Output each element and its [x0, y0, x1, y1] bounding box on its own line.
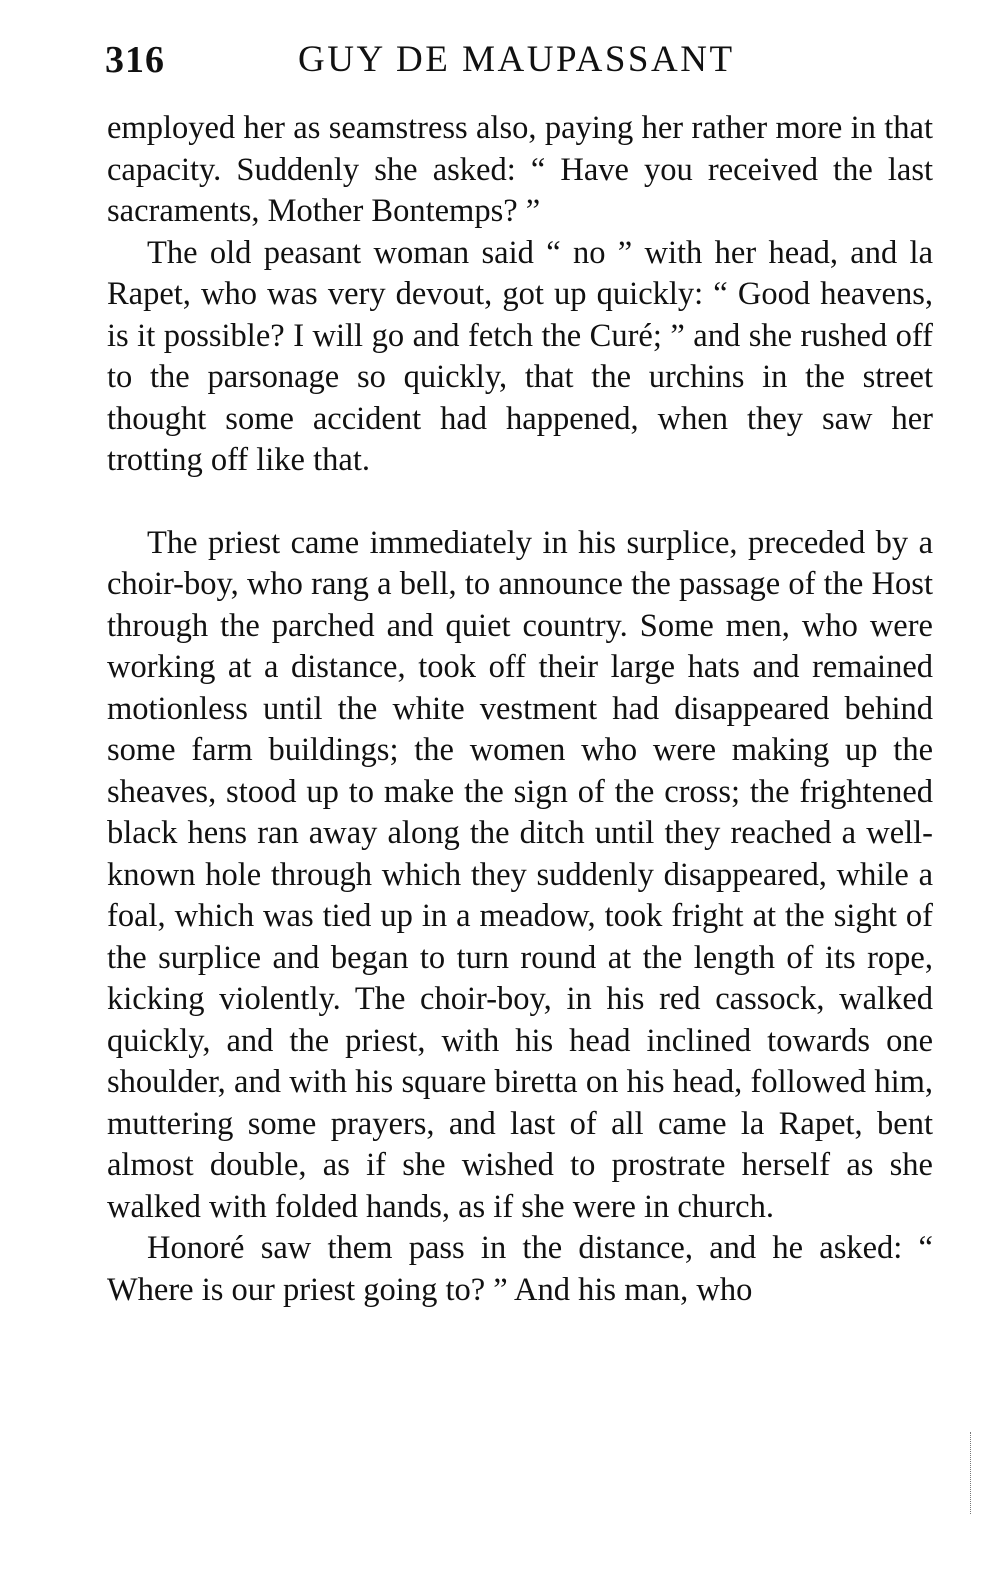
page-number: 316	[105, 39, 165, 81]
paragraph-honore: Honoré saw them pass in the distance, and he asked: “ Where is our priest going to? ” And his man, who	[107, 1230, 933, 1308]
margin-rule	[970, 1432, 971, 1514]
paragraph-continuation: employed her as seamstress also, paying her rather more in that capacity. Suddenly she asked: “ Have you received the last sacraments, Mother Bontemps? ”	[107, 110, 933, 229]
running-head: GUY DE MAUPASSANT	[298, 39, 735, 80]
paragraph-peasant-woman: The old peasant woman said “ no ” with her head, and la Rapet, who was very devout, got up quickly: “ Good heavens, is it possible? I will go and fetch the Curé; ” and she rushed off to the parsonage so quickly, that the urchins in the street thought some accident had happened, when they saw her trotting off like that.	[107, 234, 933, 478]
body-text	[107, 108, 933, 1311]
paragraph-priest-procession: The priest came immediately in his surplice, preceded by a choir-boy, who rang a bell, to announce the passage of the Host through the parched and quiet country. Some men, who were working at a distance, took off their large hats and remained motionless until the white vestment had disappeared behind some farm buildings; the women who were making up the sheaves, stood up to make the sign of the cross; the frightened black hens ran away along the ditch until they reached a well-known hole through which they suddenly disappeared, while a foal, which was tied up in a meadow, took fright at the sight of the surplice and began to turn round at the length of its rope, kicking violently. The choir-boy, in his red cassock, walked quickly, and the priest, with his head inclined towards one shoulder, and with his square biretta on his head, followed him, muttering some prayers, and last of all came la Rapet, bent almost double, as if she wished to prostrate herself as she walked with folded hands, as if she were in church.	[107, 524, 933, 1225]
page-header	[105, 38, 935, 88]
